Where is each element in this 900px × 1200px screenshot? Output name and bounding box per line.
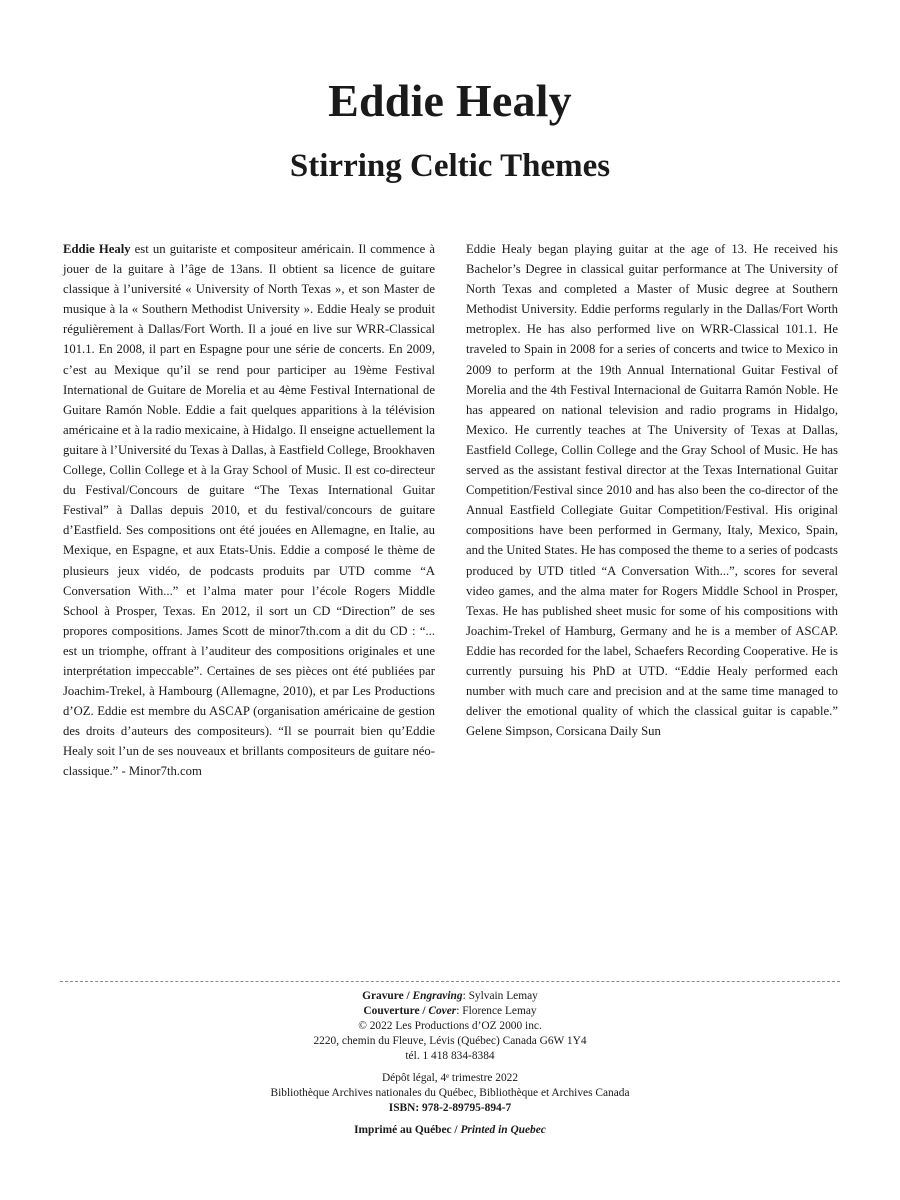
biography-english-text: Eddie Healy began playing guitar at the age of 13. He received his Bachelor’s Degree in classical guitar performance at The University of North Texas and completed a Master of Music degree at Southern Methodist University. Eddie performs regularly in the Dallas/Fort Worth metroplex. He has also performed live on WRR-Classical 101.1. He traveled to Spain in 2008 for a series of concerts and twice to Mexico in 2009 to perform at the 19th Annual International Guitar Festival of Morelia and the 4th Festival Internacional de Guitarra Ramón Noble. He has appeared on national television and radio programs in Hidalgo, Mexico. He currently teaches at The University of Texas at Dallas, Eastfield College, Collin College and the Gray School of Music. He has served as the assistant festival director at the Texas International Guitar Competition/Festival since 2010 and has also been the co-director of the Annual Eastfield Collegiate Guitar Competition/Festival. His original compositions have been performed in Germany, Italy, Mexico, Spain, and the United States. He has composed the theme to a series of podcasts produced by UTD titled “A Conversation With...”, scores for several video games, and the alma mater for Rogers Middle School in Prosper, Texas. He has published sheet music for some of his compositions with Joachim-Trekel of Hamburg, Germany and he is a member of ASCAP. Eddie has recorded for the label, Schaefers Recording Cooperative. He is currently pursuing his PhD at UTD. “Eddie Healy performed each number with much care and precision and at the same time managed to deliver the emotional quality of which the classical guitar is capable.” Gelene Simpson, Corsicana Daily Sun	[466, 242, 838, 739]
copyright-line: © 2022 Les Productions d’OZ 2000 inc.	[358, 1020, 542, 1032]
engraving-credit	[0, 989, 900, 1004]
page-subtitle: Stirring Celtic Themes	[289, 148, 611, 184]
printed-label-en: Printed in Quebec	[460, 1124, 546, 1136]
colophon	[0, 989, 900, 1138]
footer-divider	[60, 981, 840, 982]
cover-label-fr: Couverture /	[363, 1005, 429, 1017]
printed-in	[0, 1123, 900, 1138]
biography-french-name: Eddie Healy	[63, 242, 131, 256]
engraving-label-fr: Gravure /	[362, 990, 413, 1002]
biography-french	[63, 239, 435, 782]
biography-english	[466, 239, 838, 741]
engraving-label-en: Engraving	[412, 990, 463, 1002]
printed-label-fr: Imprimé au Québec /	[354, 1124, 461, 1136]
page-title: Eddie Healy	[328, 75, 572, 126]
libraries-line: Bibliothèque Archives nationales du Québec, Bibliothèque et Archives Canada	[270, 1087, 630, 1099]
publisher-address: 2220, chemin du Fleuve, Lévis (Québec) Canada G6W 1Y4	[313, 1035, 587, 1047]
biography-french-paragraph	[63, 239, 435, 782]
isbn-text: ISBN: 978-2-89795-894-7	[388, 1102, 512, 1114]
cover-name: : Florence Lemay	[456, 1005, 537, 1017]
isbn-line	[0, 1101, 900, 1116]
cover-label-en: Cover	[428, 1005, 457, 1017]
biography-french-text: est un guitariste et compositeur américain. Il commence à jouer de la guitare à l’âge de 13ans. Il obtient sa licence de guitare classique à l’université « University of North Texas », et son Master de musique à la « Southern Methodist University ». Eddie Healy se produit régulièrement à Dallas/Fort Worth. Il a joué en live sur WRR-Classical 101.1. En 2008, il part en Espagne pour une série de concerts. En 2009, c’est au Mexique qu’il se rend pour participer au 19ème Festival International de Guitare de Morelia et au 4ème Festival International de Guitare Ramón Noble. Eddie a fait quelques apparitions à la télévision américaine et à la radio mexicaine, à Hidalgo. Il enseigne actuellement la guitare à l’Université du Texas à Dallas, à Eastfield College, Brookhaven College, Collin College et à la Gray School of Music. Il est co-directeur du Festival/Concours de guitare “The Texas International Guitar Festival” à Dallas depuis 2010, et du festival/concours de guitare d’Eastfield. Ses compositions ont été jouées en Allemagne, en Italie, au Mexique, en Espagne, et aux Etats-Unis. Eddie a composé le thème de plusieurs jeux vidéo, de podcasts produits par UTD comme “A Conversation With...” et l’alma mater pour l’école Rogers Middle School à Prosper, Texas. En 2012, il sort un CD “Direction” de ses propores compositions. James Scott de minor7th.com a dit du CD : “... est un triomphe, offrant à l’auditeur des compositions originales et une interprétation impeccable”. Certaines de ses pièces ont été publiées par Joachim-Trekel, à Hambourg (Allemagne, 2010), et par Les Productions d’OZ. Eddie est membre du ASCAP (organisation américaine de gestion des droits d’auteurs des compositeurs). “Il se pourrait bien qu’Eddie Healy soit l’un de ses nouveaux et brillants compositeurs de guitare néo-classique.” - Minor7th.com	[63, 242, 435, 779]
engraving-name: : Sylvain Lemay	[462, 990, 538, 1002]
publisher-phone: tél. 1 418 834-8384	[405, 1050, 495, 1062]
cover-credit	[0, 1004, 900, 1019]
legal-deposit: Dépôt légal, 4ᵉ trimestre 2022	[381, 1072, 519, 1084]
